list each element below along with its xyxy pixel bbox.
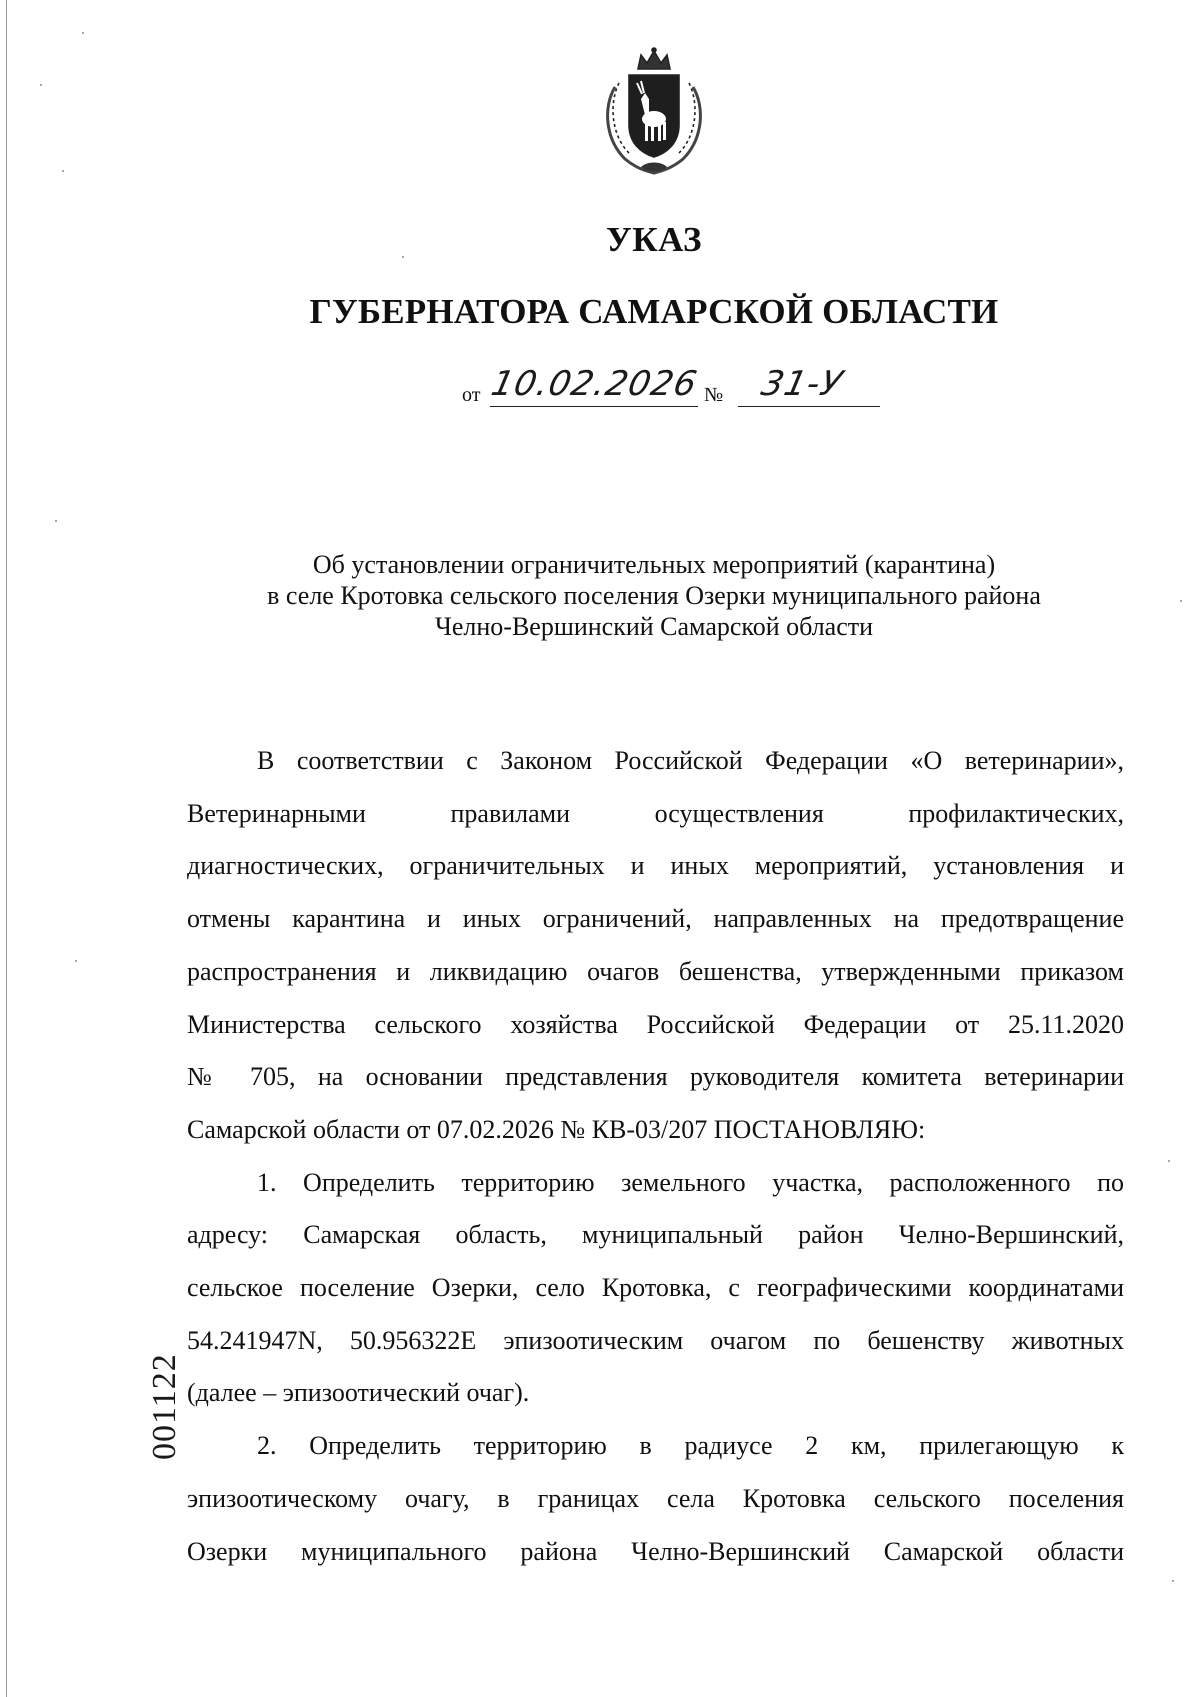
- scan-speck: [55, 520, 57, 522]
- handwritten-date: 10.02.2026: [487, 364, 701, 404]
- title-line: в селе Кротовка сельского поселения Озерки муниципального района: [267, 581, 1041, 610]
- text-line: диагностических, ограничительных и иных мероприятий, установления и: [187, 851, 1124, 881]
- text-line: отмены карантина и иных ограничений, направленных на предотвращение: [187, 904, 1124, 934]
- text-line: Ветеринарными правилами осуществления профилактических,: [187, 798, 1124, 828]
- text-line: сельское поселение Озерки, село Кротовка, с географическими координатами: [187, 1273, 1124, 1303]
- number-underline: [738, 406, 880, 407]
- side-serial-number: 001122: [146, 1353, 183, 1460]
- scan-speck: [1180, 600, 1182, 602]
- date-from-label: от: [462, 384, 481, 406]
- coat-of-arms-emblem: [597, 47, 711, 179]
- text-line: эпизоотическому очагу, в границах села Кротовка сельского поселения: [187, 1483, 1124, 1513]
- clause-1-paragraph: [187, 1157, 1124, 1421]
- scan-speck: [40, 84, 42, 86]
- scan-speck: [1172, 1580, 1174, 1582]
- text-line: Министерства сельского хозяйства Российской Федерации от 25.11.2020: [187, 1009, 1124, 1039]
- text-line: 54.241947N, 50.956322E эпизоотическим очагом по бешенству животных: [187, 1325, 1124, 1355]
- text-line: № 705, на основании представления руководителя комитета ветеринарии: [187, 1062, 1124, 1092]
- preamble-paragraph: [187, 735, 1124, 1157]
- text-line: распространения и ликвидацию очагов бешенства, утвержденными приказом: [187, 956, 1124, 986]
- scan-speck: [75, 960, 77, 962]
- decree-body: [187, 735, 1124, 1578]
- date-number-line: [462, 364, 882, 414]
- scan-speck: [1168, 1160, 1170, 1162]
- text-line: В соответствии с Законом Российской Федерации «О ветеринарии»,: [257, 746, 1124, 775]
- text-line: 2. Определить территорию в радиусе 2 км, прилегающую к: [257, 1431, 1124, 1461]
- text-line: Самарской области от 07.02.2026 № КВ-03/207 ПОСТАНОВЛЯЮ:: [187, 1114, 926, 1144]
- scan-speck: [82, 32, 84, 34]
- title-line: Челно-Вершинский Самарской области: [434, 612, 874, 641]
- document-type-heading: УКАЗ: [606, 220, 702, 259]
- date-underline: [490, 406, 698, 407]
- handwritten-number: 31-У: [757, 364, 847, 404]
- decree-title: [200, 549, 1108, 642]
- clause-2-paragraph: [187, 1420, 1124, 1578]
- title-line: Об установлении ограничительных мероприятий (карантина): [312, 550, 996, 579]
- text-line: (далее – эпизоотический очаг).: [187, 1378, 530, 1408]
- scan-speck: [62, 170, 64, 172]
- text-line: адресу: Самарская область, муниципальный район Челно-Вершинский,: [187, 1220, 1124, 1250]
- issuer-heading: ГУБЕРНАТОРА САМАРСКОЙ ОБЛАСТИ: [309, 292, 999, 331]
- number-label: №: [704, 384, 724, 406]
- text-line: Озерки муниципального района Челно-Вершинский Самарской области: [187, 1536, 1124, 1566]
- text-line: 1. Определить территорию земельного участка, расположенного по: [257, 1167, 1124, 1197]
- scan-speck: [402, 256, 404, 258]
